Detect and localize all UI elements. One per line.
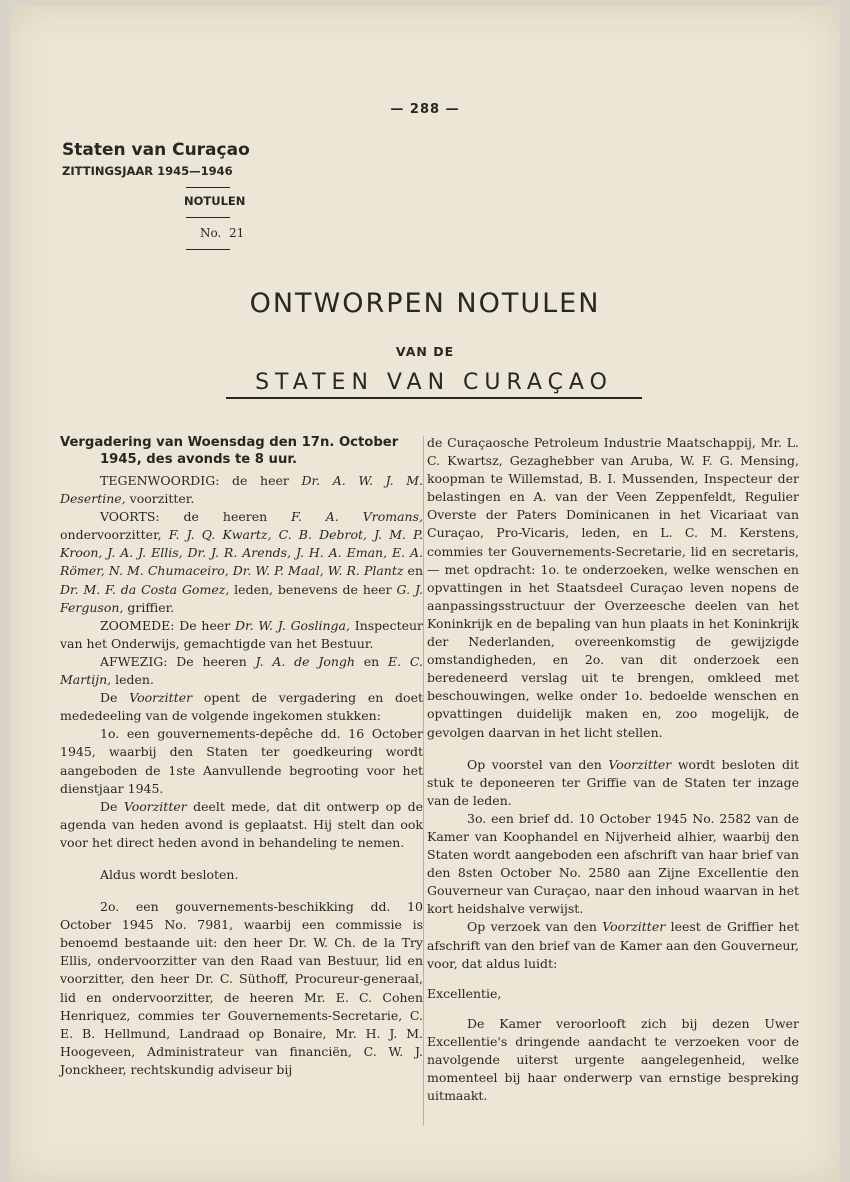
afwezig-paragraph: AFWEZIG: De heeren J. A. de Jongh en E. C. Martijn, leden. bbox=[60, 653, 423, 688]
right-column bbox=[427, 434, 799, 1105]
item-2-paragraph: 2o. een gouvernements-beschikking dd. 10 October 1945 No. 7981, waarbij een commissie is benoemd bestaande uit: den heer Dr. W. Ch. de la Try Ellis, ondervoorzitter van den Raad van Bestuur, lid en voorzitter, den heer Dr. C. Süthoff, Procureur-generaal, lid en ondervoorzitter, de heeren Mr. E. C. Cohen Henriquez, commies ter Gouvernements-Secretarie, C. E. B. Hellmund, Landraad op Bonaire, Mr. H. J. M. Hoogeveen, Administrateur van financiën, C. W. J. Jonckheer, rechtskundig adviseur bij bbox=[60, 899, 423, 1077]
session-year: ZITTINGSJAAR 1945—1946 bbox=[62, 164, 233, 178]
proposal-paragraph: Op voorstel van den Voorzitter wordt besloten dit stuk te deponeeren ter Griffie van de Staten ter inzage van de leden. bbox=[427, 756, 799, 808]
letter-body: De Kamer veroorlooft zich bij dezen Uwer Excellentie's dringende aandacht te verzoeken voor de navolgende uiterst urgente aangelegenheid, welke momenteel bij haar onderwerp van ernstige bespreking uitmaakt. bbox=[427, 1015, 799, 1104]
item-1-paragraph: 1o. een gouvernements-depêche dd. 16 October 1945, waarbij den Staten ter goedkeuring wordt aangeboden de 1ste Aanvullende begrooting voor het dienstjaar 1945. bbox=[60, 726, 423, 796]
issue-number: No. 21 bbox=[200, 226, 245, 240]
banner-name: STATEN VAN CURAÇAO bbox=[226, 370, 642, 399]
left-column bbox=[60, 434, 423, 1079]
request-paragraph: Op verzoek van den Voorzitter leest de Griffier het afschrift van den brief van de Kamer aan den Gouverneur, voor, dat aldus luidt: bbox=[427, 919, 799, 971]
masthead-rule bbox=[186, 217, 230, 218]
item-2-continued: de Curaçaosche Petroleum Industrie Maatschappij, Mr. L. C. Kwartsz, Gezaghebber van Aruba, W. F. G. Mensing, koopman te Willemstad, B. I. Mussenden, Inspecteur der belastingen en A. van der Veen Zeppenfeldt, Regulier Overste der Paters Dominicanen in het Vicariaat van Curaçao, Pro-Vicaris, leden, en L. C. M. Kerstens, commies ter Gouvernements-Secretarie, lid en secretaris, — met opdracht: 1o. te onderzoeken, welke wenschen en opvattingen in het Staatsdeel Curaçao leven nopens de aanpassingsstructuur der Overzeesche deelen van het Koninkrijk en de bepaling van hun plaats in het Koninkrijk der Nederlanden, overeenkomstig de gewijzigde omstandigheden, en 2o. van dit onderzoek een beredeneerd verslag uit te brengen, omkleed met beschouwingen, welke onder 1o. bedoelde wenschen en opvattingen duidelijk maken en, zoo mogelijk, de gevolgen daarvan in het licht stellen. bbox=[427, 435, 799, 740]
page-number: — 288 — bbox=[390, 102, 460, 117]
column-divider bbox=[423, 436, 424, 1126]
masthead bbox=[62, 140, 312, 250]
letter-salutation: Excellentie, bbox=[427, 985, 502, 1001]
meeting-heading: Vergadering van Woensdag den 17n. October 1945, des avonds te 8 uur. bbox=[60, 435, 399, 467]
item-1-note-paragraph: De Voorzitter deelt mede, dat dit ontwerp op de agenda van heden avond is geplaatst. Hij stelt dan ook voor het direct heden avond in behandeling te nemen. bbox=[60, 798, 423, 850]
item-3-paragraph: 3o. een brief dd. 10 October 1945 No. 2582 van de Kamer van Koophandel en Nijverheid alhier, waarbij den Staten wordt aangeboden een afschrift van haar brief van den 8sten October No. 2580 aan Zijne Excellentie den Gouverneur van Curaçao, naar den inhoud waarvan in het kort heidshalve verwijst. bbox=[427, 810, 799, 917]
masthead-rule bbox=[186, 187, 230, 188]
present-paragraph: TEGENWOORDIG: de heer Dr. A. W. J. M. Desertine, voorzitter. bbox=[60, 473, 423, 507]
notulen-label: NOTULEN bbox=[184, 194, 246, 208]
masthead-title: Staten van Curaçao bbox=[62, 140, 250, 160]
banner-subtitle: VAN DE bbox=[395, 344, 455, 359]
banner-title: ONTWORPEN NOTULEN bbox=[249, 288, 601, 319]
document-page bbox=[10, 6, 840, 1182]
masthead-rule bbox=[186, 249, 230, 250]
voorts-paragraph: VOORTS: de heeren F. A. Vromans, ondervoorzitter, F. J. Q. Kwartz, C. B. Debrot, J. M. P. Kroon, J. A. J. Ellis, Dr. J. R. Arends, J. H. A. Eman, E. A. Römer, N. M. Chumaceiro, Dr. W. P. Maal, W. R. Plantz en Dr. M. F. da Costa Gomez, leden, benevens de heer G. J. Ferguson, griffier. bbox=[60, 509, 423, 615]
opening-paragraph: De Voorzitter opent de vergadering en doet mededeeling van de volgende ingekomen stukken: bbox=[60, 690, 423, 724]
zoomede-paragraph: ZOOMEDE: De heer Dr. W. J. Goslinga, Inspecteur van het Onderwijs, gemachtigde van het Bestuur. bbox=[60, 617, 424, 651]
decision-line: Aldus wordt besloten. bbox=[100, 866, 239, 882]
